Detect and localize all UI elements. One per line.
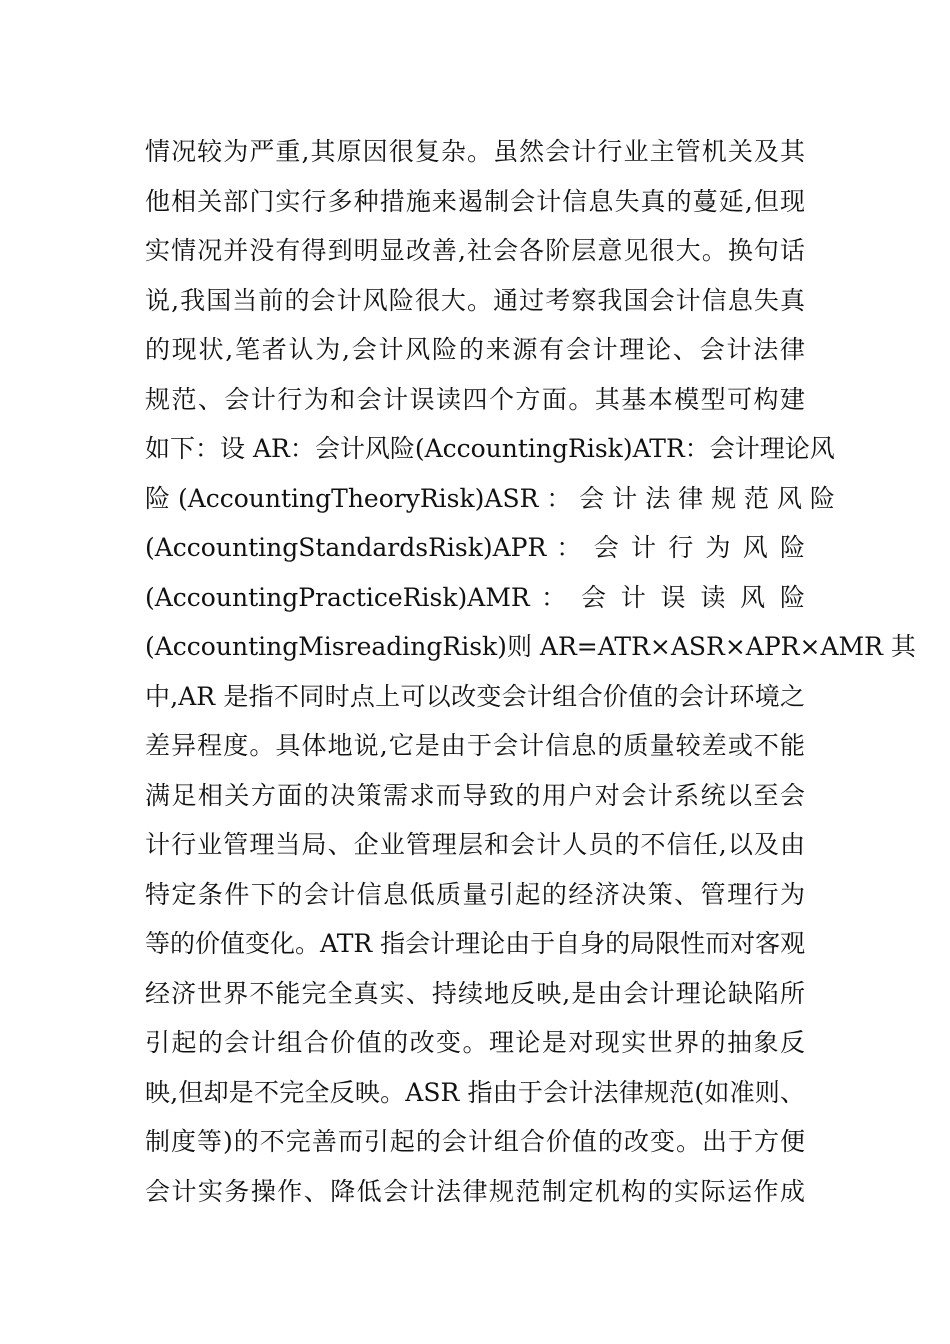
text-line: (AccountingPracticeRisk)AMR ： 会 计 误 读 风 险 bbox=[145, 582, 805, 612]
text-line: 情况较为严重,其原因很复杂。虽然会计行业主管机关及其 bbox=[145, 137, 805, 166]
body-paragraph bbox=[145, 127, 916, 1216]
text-line: 差异程度。具体地说,它是由于会计信息的质量较差或不能 bbox=[145, 731, 805, 760]
text-line: 说,我国当前的会计风险很大。通过考察我国会计信息失真 bbox=[145, 285, 805, 315]
text-line: 会计实务操作、降低会计法律规范制定机构的实际运作成 bbox=[145, 1176, 805, 1206]
text-line: 制度等)的不完善而引起的会计组合价值的改变。出于方便 bbox=[145, 1127, 805, 1156]
text-line: 如下：设 AR：会计风险(AccountingRisk)ATR：会计理论风 bbox=[145, 434, 835, 463]
text-line: 等的价值变化。ATR 指会计理论由于自身的局限性而对客观 bbox=[145, 929, 806, 958]
text-line: 实情况并没有得到明显改善,社会各阶层意见很大。换句话 bbox=[145, 236, 805, 265]
text-line: 规范、会计行为和会计误读四个方面。其基本模型可构建 bbox=[145, 384, 805, 414]
text-line: 映,但却是不完全反映。ASR 指由于会计法律规范(如准则、 bbox=[145, 1077, 805, 1107]
text-line: 引起的会计组合价值的改变。理论是对现实世界的抽象反 bbox=[145, 1028, 805, 1057]
text-line: (AccountingStandardsRisk)APR ： 会 计 行 为 风 险 bbox=[145, 533, 805, 562]
text-line: 经济世界不能完全真实、持续地反映,是由会计理论缺陷所 bbox=[145, 978, 805, 1008]
text-line: 特定条件下的会计信息低质量引起的经济决策、管理行为 bbox=[145, 879, 805, 909]
text-line: 满足相关方面的决策需求而导致的用户对会计系统以至会 bbox=[145, 780, 805, 810]
text-line: 计行业管理当局、企业管理层和会计人员的不信任,以及由 bbox=[145, 830, 805, 859]
text-line: 他相关部门实行多种措施来遏制会计信息失真的蔓延,但现 bbox=[145, 186, 805, 216]
text-line: 中,AR 是指不同时点上可以改变会计组合价值的会计环境之 bbox=[145, 681, 805, 711]
text-line: (AccountingMisreadingRisk)则 AR=ATR×ASR×APR×AMR 其 bbox=[145, 632, 916, 661]
text-line: 的现状,笔者认为,会计风险的来源有会计理论、会计法律 bbox=[145, 335, 805, 364]
text-line: 险 (AccountingTheoryRisk)ASR ： 会 计 法 律 规 范 风 险 bbox=[145, 483, 835, 513]
